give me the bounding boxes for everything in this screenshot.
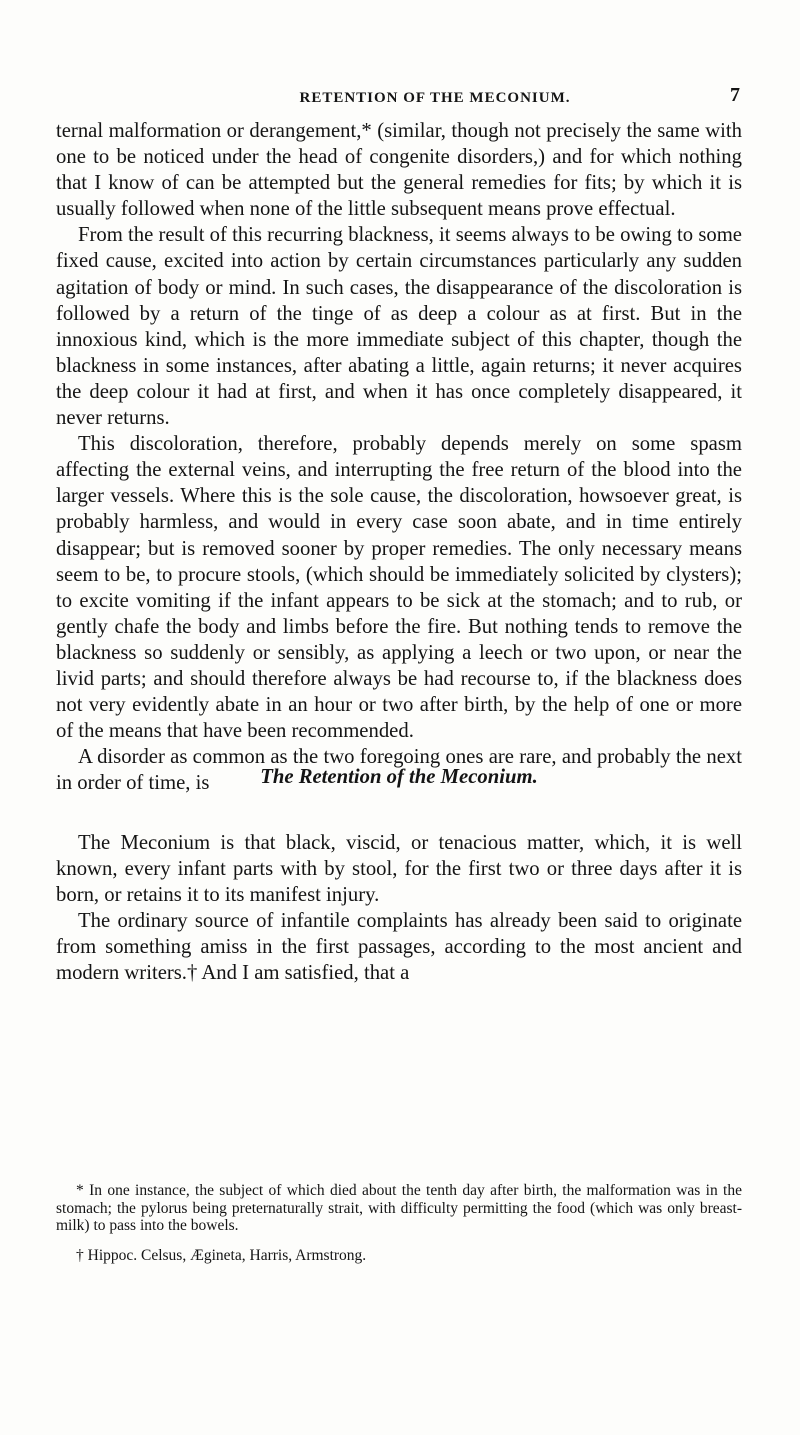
- section-heading: The Retention of the Meconium.: [260, 766, 538, 788]
- main-text: [56, 118, 742, 796]
- footnotes: [56, 1182, 742, 1276]
- paragraph: A disorder as common as the two foregoing ones are rare, and probably the next in order of time, is: [56, 746, 742, 795]
- page-number: 7: [730, 84, 740, 106]
- footnote: * In one instance, the subject of which died about the tenth day after birth, the malformation was in the stomach; the pylorus being preternaturally strait, with difficulty permitting the food (which was only breast-milk) to pass into the bowels.: [56, 1182, 742, 1234]
- paragraph-continued: ternal malformation or derangement,* (similar, though not precisely the same with one to be noticed under the head of congenite disorders,) and for which nothing that I know of can be attempted but the general remedies for fits; by which it is usually followed when none of the little subsequent means prove effectual.: [56, 120, 742, 221]
- running-title: RETENTION OF THE MECONIUM.: [299, 90, 571, 106]
- paragraph: From the result of this recurring blackness, it seems always to be owing to some fixed cause, excited into action by certain circumstances particularly any sudden agitation of body or mind. In such cases, the disappearance of the discoloration is followed by a return of the tinge of as deep a colour as at first. But in the innoxious kind, which is the more immediate subject of this chapter, though the blackness in some instances, after abating a little, again returns; it never acquires the deep colour it had at first, and when it has once completely disappeared, it never returns.: [56, 224, 742, 430]
- paragraph: This discoloration, therefore, probably depends merely on some spasm affecting the external veins, and interrupting the free return of the blood into the larger vessels. Where this is the sole cause, the discoloration, howsoever great, is probably harmless, and would in every case soon abate, and in time entirely disappear; but is removed sooner by proper remedies. The only necessary means seem to be, to procure stools, (which should be immediately solicited by clysters); to excite vomiting if the infant appears to be sick at the stomach; and to rub, or gently chafe the body and limbs before the fire. But nothing tends to remove the blackness so suddenly or sensibly, as applying a leech or two upon, or near the livid parts; and should therefore always be had recourse to, if the blackness does not very evidently abate in an hour or two after birth, by the help of one or more of the means that have been recommended.: [56, 433, 742, 743]
- paragraph: The Meconium is that black, viscid, or tenacious matter, which, it is well known, every infant parts with by stool, for the first two or three days after it is born, or retains it to its manifest injury.: [56, 832, 742, 907]
- paragraph: The ordinary source of infantile complaints has already been said to originate from something amiss in the first passages, according to the most ancient and modern writers.† And I am satisfied, that a: [56, 910, 742, 985]
- footnote: † Hippoc. Celsus, Ægineta, Harris, Armstrong.: [76, 1246, 367, 1264]
- section-text: [56, 830, 742, 987]
